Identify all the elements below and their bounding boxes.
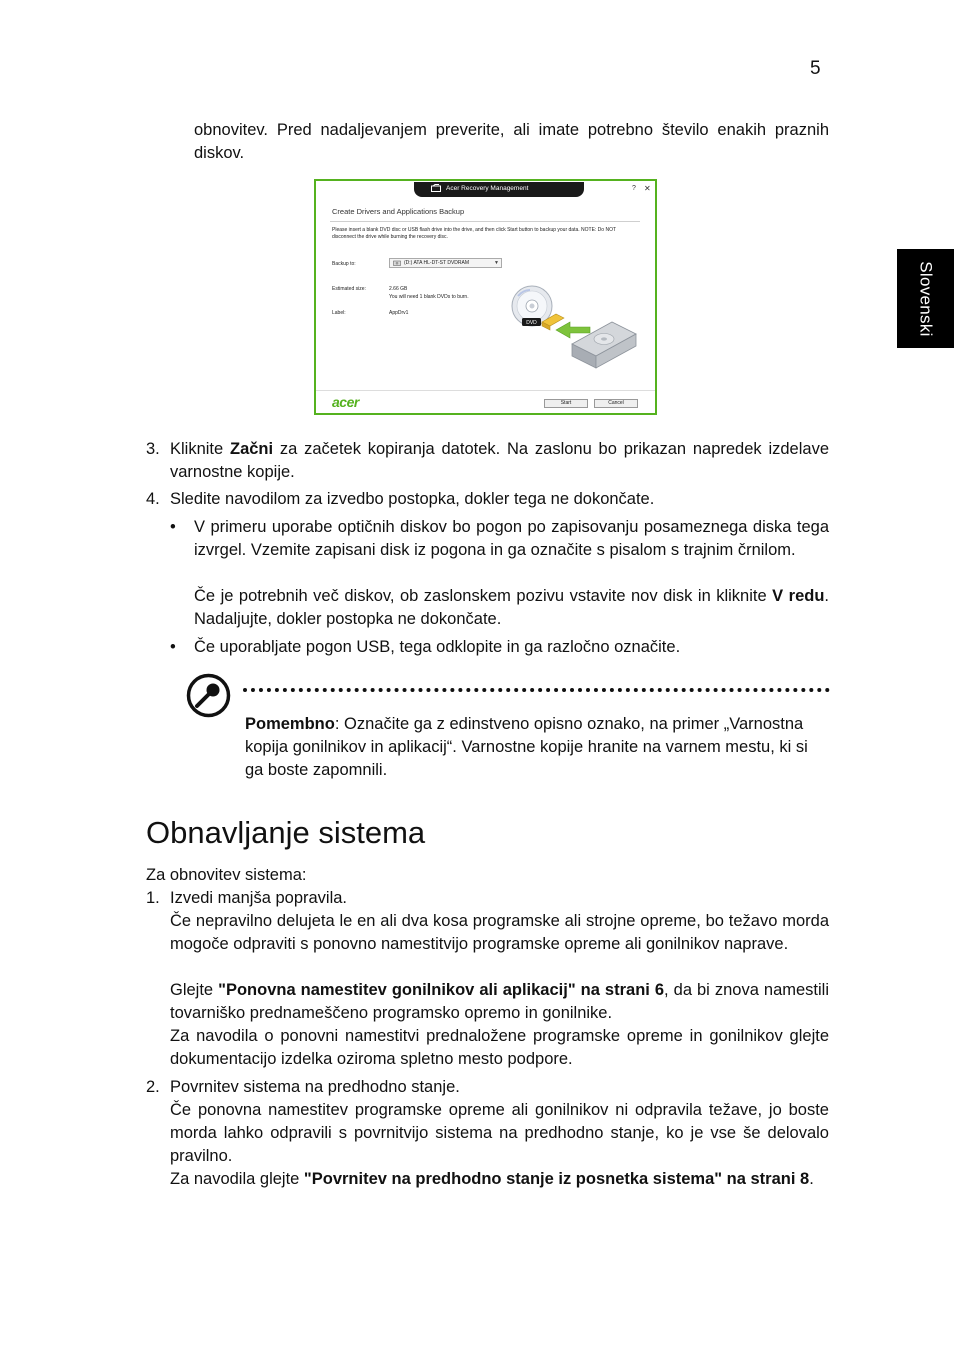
divider xyxy=(330,221,640,222)
footer-divider xyxy=(316,390,655,391)
help-icon[interactable]: ? xyxy=(632,185,636,192)
recovery-screenshot xyxy=(314,179,657,415)
window-title: Acer Recovery Management xyxy=(446,185,529,192)
important-note-icon xyxy=(186,673,231,718)
estimated-size-value: 2.66 GB xyxy=(389,286,408,292)
item-2-paragraph-1: Če ponovna namestitev programske opreme ali gonilnikov ni odpravila težave, jo boste morda lahko odpravili s povrnitvijo sistema na predhodno stanje, ko je vse še delovalo pravilno. xyxy=(170,1101,829,1165)
bullet-1-continuation: Če je potrebnih več diskov, ob zaslonskem pozivu vstavite nov disk in kliknite V redu. Nadaljujte, dokler postopka ne dokončate. xyxy=(194,587,829,628)
language-side-tab xyxy=(897,249,954,348)
intro-paragraph: obnovitev. Pred nadaljevanjem preverite, ali imate potrebno število enakih praznih diskov. xyxy=(194,121,829,162)
item-1-title: Izvedi manjša popravila. xyxy=(170,889,348,907)
section-heading: Obnavljanje sistema xyxy=(146,815,426,850)
dialog-heading: Create Drivers and Applications Backup xyxy=(332,207,465,216)
acer-logo: acer xyxy=(332,394,359,410)
dvd-backup-illustration xyxy=(508,282,640,372)
step-3-text: Kliknite Začni za začetek kopiranja datotek. Na zaslonu bo prikazan napredek izdelave varnostne kopije. xyxy=(170,440,829,481)
window-titlebar xyxy=(316,181,655,199)
label-value: AppDrv1 xyxy=(389,310,409,316)
step-4-text: Sledite navodilom za izvedbo postopka, dokler tega ne dokončate. xyxy=(170,490,655,508)
step-4-number: 4. xyxy=(146,490,160,508)
cancel-button[interactable]: Cancel xyxy=(594,399,638,408)
item-1-paragraph-1: Če nepravilno delujeta le en ali dva kosa programske ali strojne opreme, bo težavo morda mogoče odpraviti s ponovno namestitvijo programske opreme ali gonilnikov naprave. xyxy=(170,912,829,953)
bullet-2-marker: • xyxy=(170,638,176,656)
recovery-app-icon xyxy=(431,184,441,192)
item-1-paragraph-2: Glejte "Ponovna namestitev gonilnikov ali aplikacij" na strani 6, da bi znova namestili tovarniško prednameščeno programsko opremo in gonilnike. xyxy=(170,981,829,1022)
section-intro: Za obnovitev sistema: xyxy=(146,866,307,884)
step-3-number: 3. xyxy=(146,440,160,458)
item-2-title: Povrnitev sistema na predhodno stanje. xyxy=(170,1078,460,1096)
close-icon[interactable]: ✕ xyxy=(644,184,651,193)
estimated-size-note: You will need 1 blank DVDs to burn. xyxy=(389,294,469,300)
start-button[interactable]: Start xyxy=(544,399,588,408)
item-2-paragraph-2: Za navodila glejte "Povrnitev na predhodno stanje iz posnetka sistema" na strani 8. xyxy=(170,1170,814,1188)
backup-target-value: (D:) ATA HL-DT-ST DVDRAM xyxy=(404,260,470,266)
item-1-number: 1. xyxy=(146,889,160,907)
bullet-1-marker: • xyxy=(170,518,176,536)
backup-to-label: Backup to: xyxy=(332,261,356,267)
language-label: Slovenski xyxy=(916,260,935,337)
backup-target-select[interactable] xyxy=(389,258,502,268)
item-2-number: 2. xyxy=(146,1078,160,1096)
estimated-size-label: Estimated size: xyxy=(332,286,366,292)
cross-reference-link[interactable]: "Ponovna namestitev gonilnikov ali aplikacij" na strani 6 xyxy=(218,981,665,999)
chevron-down-icon: ▼ xyxy=(494,260,499,266)
item-1-paragraph-3: Za navodila o ponovni namestitvi prednaložene programske opreme in gonilnikov glejte dokumentacijo izdelka oziroma spletno mesto podpore. xyxy=(170,1027,829,1068)
note-divider xyxy=(243,688,830,692)
drive-icon xyxy=(393,260,401,266)
bullet-1-text: V primeru uporabe optičnih diskov bo pogon po zapisovanju posameznega diska tega izvrgel. Vzemite zapisani disk iz pogona in ga označite s pisalom s trajnim črnilom. xyxy=(194,518,829,559)
cross-reference-link[interactable]: "Povrnitev na predhodno stanje iz posnetka sistema" na strani 8 xyxy=(303,1170,810,1188)
dvd-badge-text: DVD xyxy=(526,320,537,326)
bullet-2-text: Če uporabljate pogon USB, tega odklopite in ga razločno označite. xyxy=(194,638,681,656)
important-note-text: Pomembno: Označite ga z edinstveno opisno oznako, na primer „Varnostna kopija gonilnikov in aplikacij“. Varnostne kopije hranite na varnem mestu, ki si ga boste zapomnili. xyxy=(245,715,808,779)
label-label: Label: xyxy=(332,310,346,316)
dialog-instruction: Please insert a blank DVD disc or USB flash drive into the drive, and then click Start button to backup your data. NOTE: Do NOT disconnect the drive while burning the recovery disc. xyxy=(332,227,616,240)
page-number: 5 xyxy=(810,58,821,79)
